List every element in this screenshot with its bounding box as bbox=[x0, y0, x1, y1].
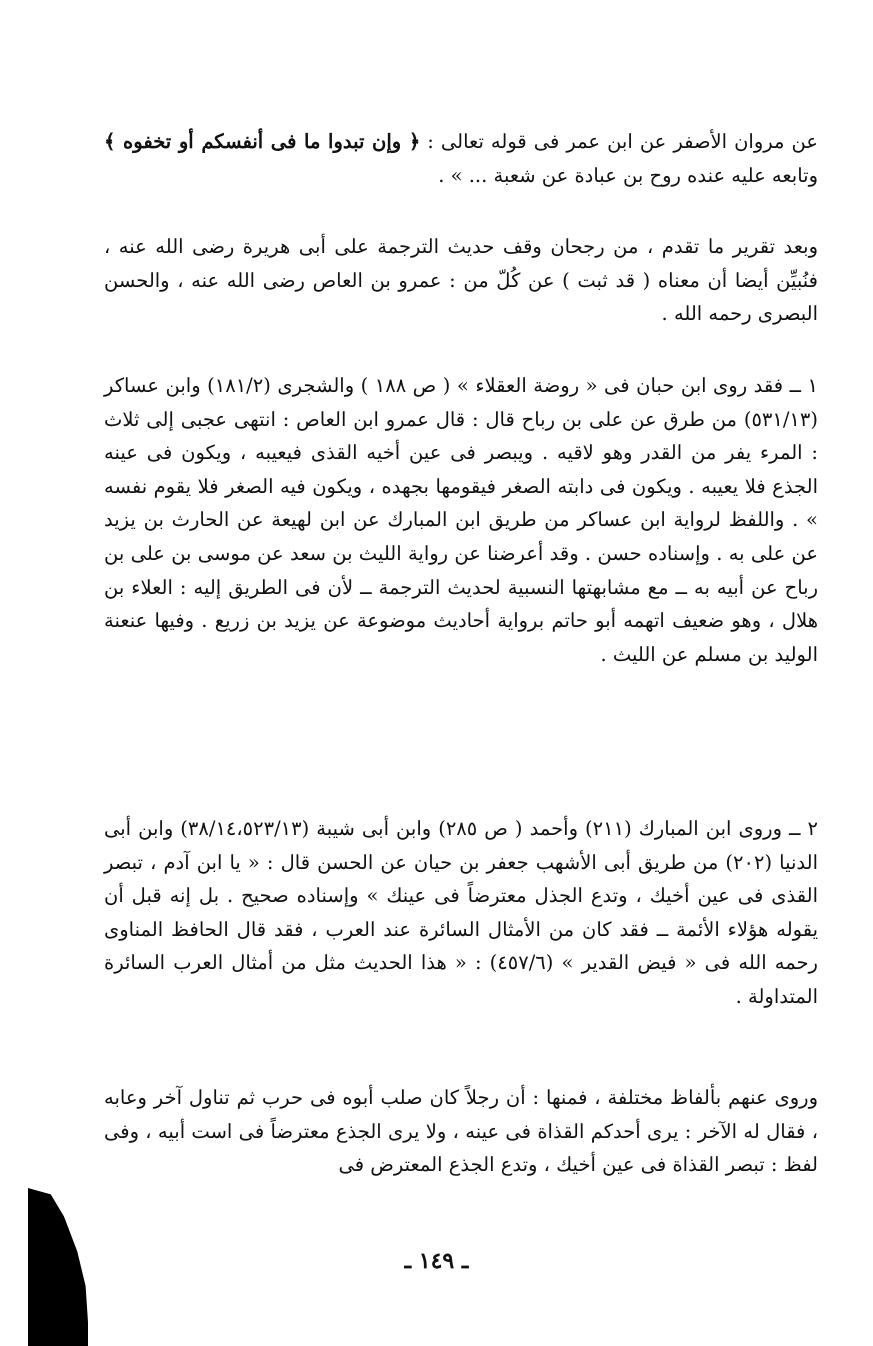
paragraph-narration-2 bbox=[104, 812, 818, 1014]
paragraph-text: وبعد تقرير ما تقدم ، من رجحان وقف حديث الترجمة على أبى هريرة رضى الله عنه ، فنُبيِّن أيضا أن معناه ( قد ثبت ) عن كُلّ من : عمرو بن العاص رضى الله عنه ، والحسن البصرى رحمه الله . bbox=[104, 235, 818, 326]
paragraph-narration-1 bbox=[104, 369, 818, 671]
paragraph-tail-text: وتابعه عليه عنده روح بن عبادة عن شعبة ... » . bbox=[438, 163, 818, 187]
paragraph-summary bbox=[104, 230, 818, 331]
paragraph-text: ١ ــ فقد روى ابن حبان فى « روضة العقلاء » ( ص ١٨٨ ) والشجرى (١٨١/٢) وابن عساكر (٥٣١/١٣) من طرق عن على بن رباح قال : قال عمرو ابن العاص : انتهى عجبى إلى ثلاث : المرء يفر من القدر وهو لاقيه . ويبصر فى عين أخيه القذى فيعيبه ، ويكون فى عينه الجذع فلا يعيبه . ويكون فى دابته الصغر فيقومها بجهده ، ويكون فيه الصغر فلا يقوم نفسه » . واللفظ لرواية ابن عساكر من طريق ابن المبارك عن ابن لهيعة عن الحارث بن يزيد عن على به . وإسناده حسن . وقد أعرضنا عن رواية الليث بن سعد عن موسى بن على بن رباح عن أبيه به ــ مع مشابهتها النسبية لحديث الترجمة ــ لأن فى الطريق إليه : العلاء بن هلال ، وهو ضعيف اتهمه أبو حاتم برواية أحاديث موضوعة عن يزيد بن زريع . وفيها عنعنة الوليد بن مسلم عن الليث . bbox=[104, 374, 818, 666]
page-number: ـ ١٤٩ ـ bbox=[404, 1248, 469, 1274]
paragraph-lead-text: عن مروان الأصفر عن ابن عمر فى قوله تعالى : bbox=[420, 130, 818, 153]
quran-verse-quote: ﴿ وإن تبدوا ما فى أنفسكم أو تخفوه ﴾ bbox=[104, 130, 421, 153]
paragraph-hadith-chain bbox=[104, 125, 818, 192]
paragraph-proverb bbox=[104, 1081, 818, 1182]
paragraph-text: وروى عنهم بألفاظ مختلفة ، فمنها : أن رجلاً كان صلب أبوه فى حرب ثم تناول آخر وعابه ، فقال له الآخر : يرى أحدكم القذاة فى عينه ، ولا يرى الجذع معترضاً فى است أبيه ، وفى لفظ : تبصر القذاة فى عين أخيك ، وتدع الجذع المعترض فى bbox=[104, 1086, 818, 1177]
scan-edge-shadow bbox=[28, 1188, 88, 1346]
paragraph-text: ٢ ــ وروى ابن المبارك (٢١١) وأحمد ( ص ٢٨٥) وابن أبى شيبة (٣٨/١٤،٥٢٣/١٣) وابن أبى الدنيا (٢٠٢) من طريق أبى الأشهب جعفر بن حيان عن الحسن قال : « يا ابن آدم ، تبصر القذى فى عين أخيك ، وتدع الجذل معترضاً فى عينك » وإسناده صحيح . بل إنه قبل أن يقوله هؤلاء الأئمة ــ فقد كان من الأمثال السائرة عند العرب ، فقد قال الحافظ المناوى رحمه الله فى « فيض القدير » (٤٥٧/٦) : « هذا الحديث مثل من أمثال العرب السائرة المتداولة . bbox=[104, 817, 819, 1008]
